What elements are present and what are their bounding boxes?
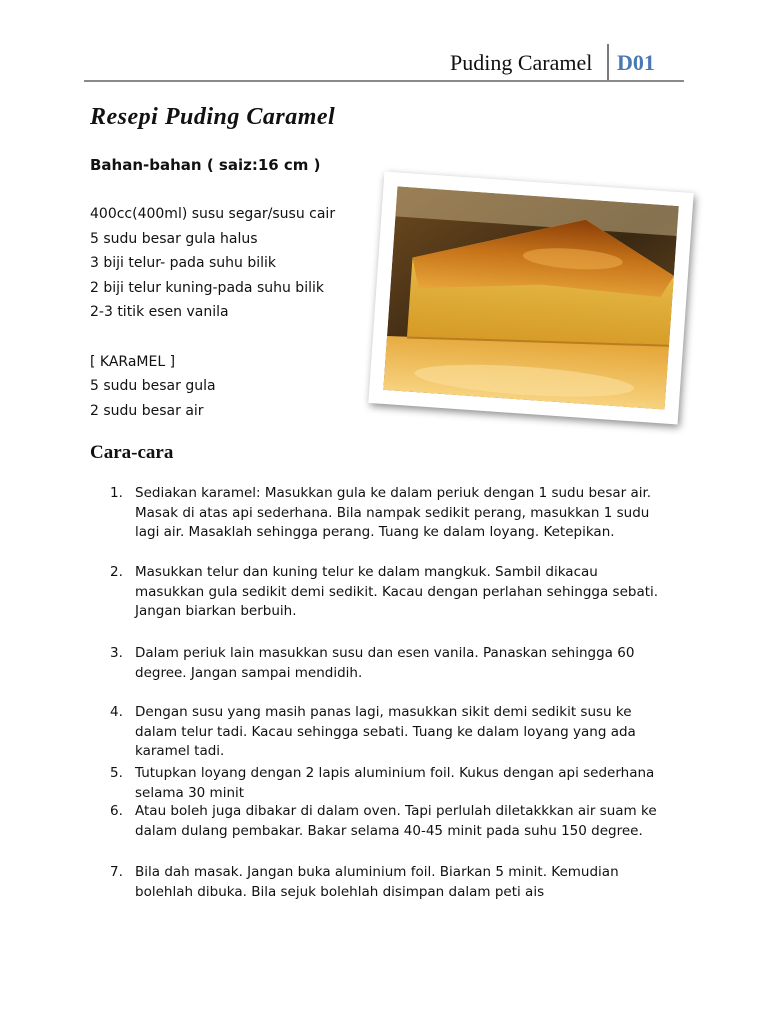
step-text: Atau boleh juga dibakar di dalam oven. Tapi perlulah diletakkkan air suam ke dalam dulang pembakar. Bakar selama 40-45 minit pada suhu 150 degree.	[135, 803, 657, 839]
caramel-heading: [ KARaMEL ]	[90, 353, 176, 370]
step-item	[110, 484, 670, 543]
pudding-photo	[368, 171, 693, 424]
ingredients-heading: Bahan-bahan ( saiz:16 cm )	[90, 156, 321, 174]
step-item	[110, 764, 670, 803]
step-number: 1.	[110, 485, 123, 501]
ingredients-list	[90, 202, 335, 423]
step-number: 7.	[110, 864, 123, 880]
step-text: Sediakan karamel: Masukkan gula ke dalam periuk dengan 1 sudu besar air. Masak di atas api sederhana. Bila nampak sedikit perang, masukkan 1 sudu lagi air. Masaklah sehingga perang. Tuang ke dalam loyang. Ketepikan.	[135, 485, 652, 541]
step-item	[110, 863, 670, 902]
ingredient-item: 2 biji telur kuning-pada suhu bilik	[90, 279, 324, 296]
ingredient-item: 5 sudu besar gula halus	[90, 230, 258, 247]
step-number: 4.	[110, 704, 123, 720]
caramel-item: 2 sudu besar air	[90, 402, 204, 419]
header-code: D01	[617, 50, 655, 75]
ingredient-item: 400cc(400ml) susu segar/susu cair	[90, 206, 336, 222]
step-number: 6.	[110, 803, 123, 819]
header-separator	[607, 44, 609, 80]
step-number: 3.	[110, 645, 123, 661]
step-item	[110, 802, 670, 841]
step-text: Dalam periuk lain masukkan susu dan esen vanila. Panaskan sehingga 60 degree. Jangan sampai mendidih.	[135, 645, 635, 681]
method-heading: Cara-cara	[90, 442, 174, 463]
pudding-photo-image	[383, 186, 679, 409]
step-text: Masukkan telur dan kuning telur ke dalam mangkuk. Sambil dikacau masukkan gula sedikit demi sedikit. Kacau dengan perlahan sehingga sebati. Jangan biarkan berbuih.	[135, 564, 659, 620]
step-text: Bila dah masak. Jangan buka aluminium foil. Biarkan 5 minit. Kemudian bolehlah dibuka. Bila sejuk bolehlah disimpan dalam peti ais	[135, 864, 619, 900]
step-text: Dengan susu yang masih panas lagi, masukkan sikit demi sedikit susu ke dalam telur tadi. Kacau sehingga sebati. Tuang ke dalam loyang yang ada karamel tadi.	[135, 704, 636, 760]
step-item	[110, 563, 670, 622]
step-item	[110, 703, 670, 762]
header-title: Puding Caramel	[450, 50, 593, 75]
ingredient-item: 3 biji telur- pada suhu bilik	[90, 255, 276, 272]
ingredient-item: 2-3 titik esen vanila	[90, 304, 229, 321]
spacer	[90, 325, 335, 350]
step-text: Tutupkan loyang dengan 2 lapis aluminium foil. Kukus dengan api sederhana selama 30 minit	[135, 765, 655, 801]
header-rule	[84, 80, 684, 82]
document-title: Resepi Puding Caramel	[90, 104, 336, 130]
step-number: 5.	[110, 765, 123, 781]
step-item	[110, 644, 670, 683]
caramel-item: 5 sudu besar gula	[90, 378, 216, 395]
step-number: 2.	[110, 564, 123, 580]
